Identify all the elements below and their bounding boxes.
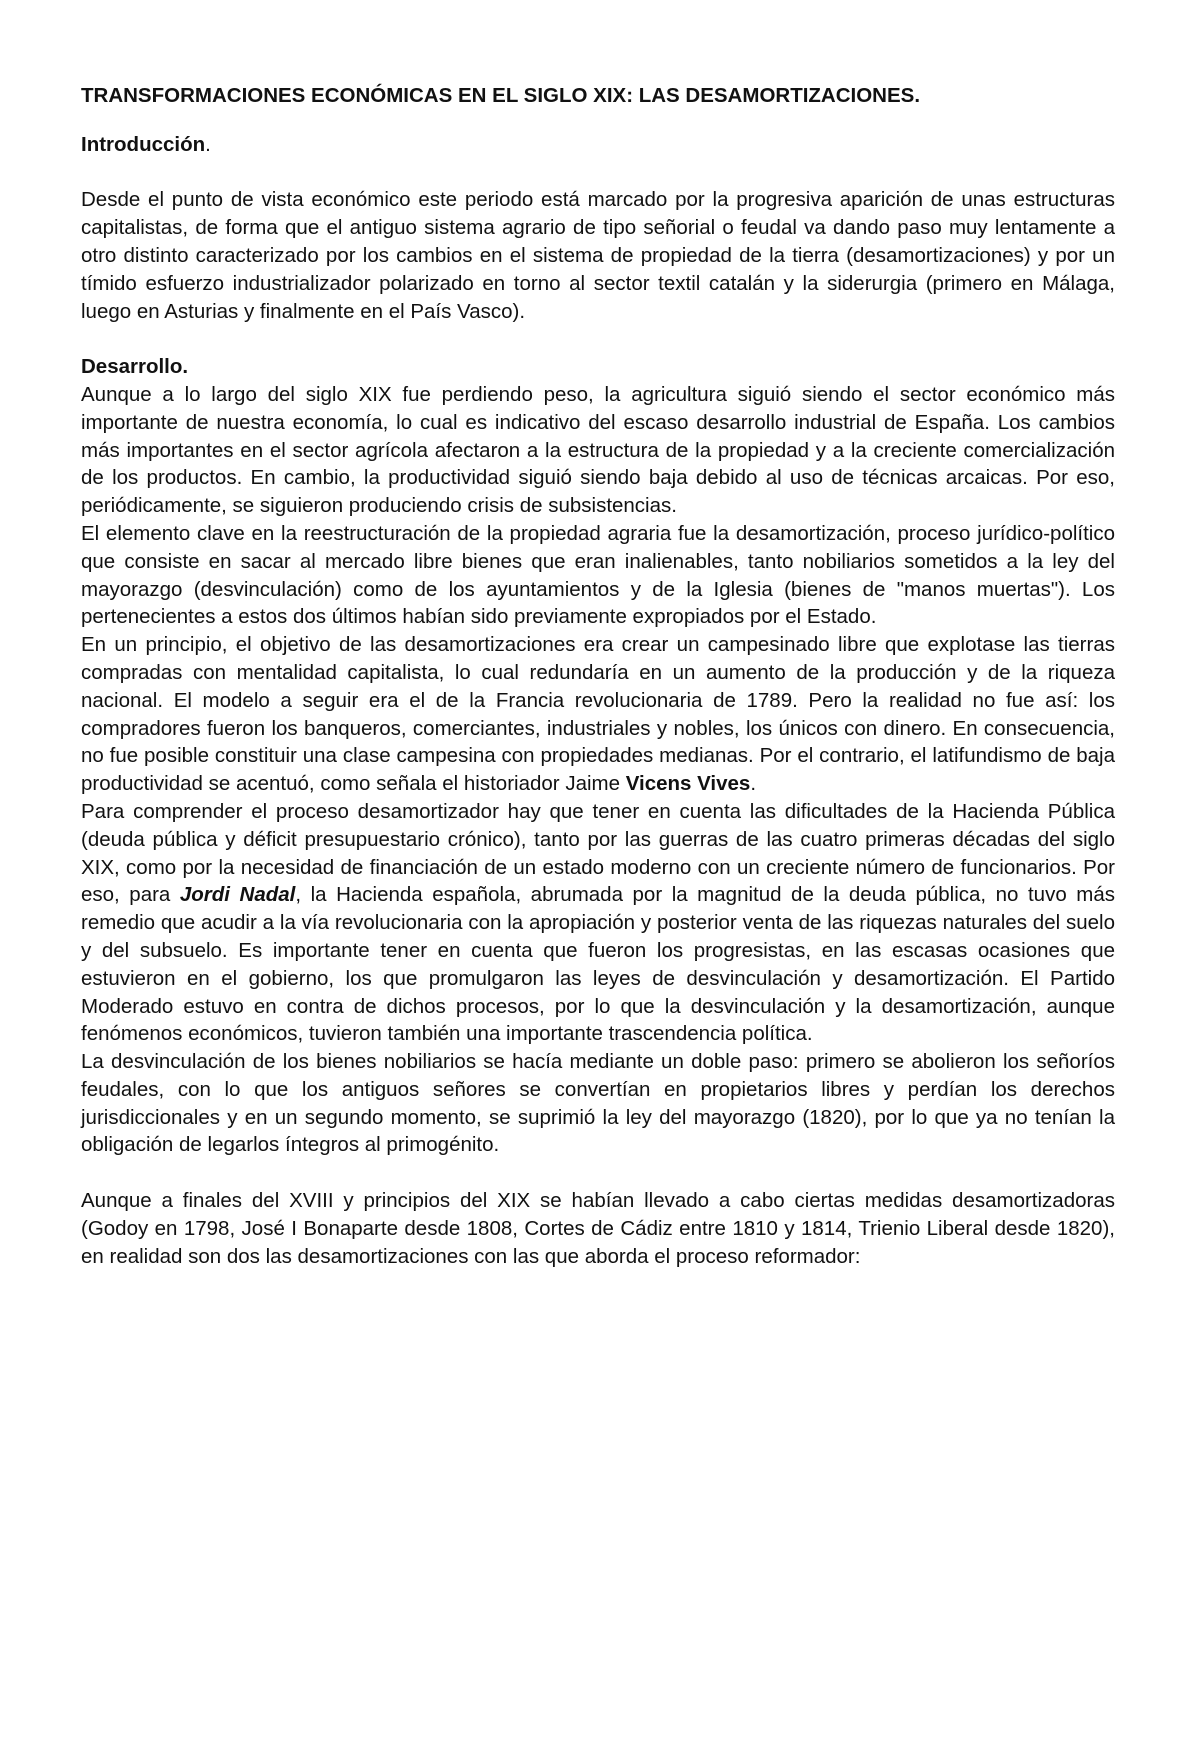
development-paragraph-2: El elemento clave en la reestructuración de la propiedad agraria fue la desamortización, proceso jurídico-político que consiste en sacar al mercado libre bienes que eran inalienables, tanto nobiliarios sometidos a la ley del mayorazgo (desvinculación) como de los ayuntamientos y de la Iglesia (bienes de "manos muertas"). Los pertenecientes a estos dos últimos habían sido previamente expropiados por el Estado. — [81, 521, 1115, 629]
intro-heading — [81, 131, 1115, 159]
paragraph-4-text-start: Para comprender el proceso desamortizador hay que tener en cuenta las dificultades de la Hacienda Pública (deuda pública y déficit presupuestario crónico), tanto por las guerras de las cuatro primeras décadas del siglo XIX, como por la necesidad de financiación de un estado moderno con un creciente número de funcionarios. Por eso, para — [81, 799, 1115, 907]
paragraph-3-end: . — [750, 772, 757, 796]
spacer — [81, 1159, 1115, 1187]
spacer — [81, 325, 1115, 353]
development-paragraph-3 — [81, 631, 1115, 798]
paragraph-3-text: En un principio, el objetivo de las desamortizaciones era crear un campesinado libre que explotase las tierras compradas con mentalidad capitalista, lo cual redundaría en un aumento de la producción y de la riqueza nacional. El modelo a seguir era el de la Francia revolucionaria de 1789. Pero la realidad no fue así: los compradores fueron los banqueros, comerciantes, industriales y nobles, los únicos con dinero. En consecuencia, no fue posible constituir una clase campesina con propiedades medianas. Por el contrario, el latifundismo de baja productividad se acentuó, como señala el historiador Jaime — [81, 633, 1115, 796]
document-page — [81, 82, 1115, 1270]
development-heading — [81, 353, 1115, 381]
spacer — [81, 159, 1115, 187]
development-paragraph-4 — [81, 798, 1115, 1048]
development-paragraph-6: Aunque a finales del XVIII y principios del XIX se habían llevado a cabo ciertas medidas desamortizadoras (Godoy en 1798, José I Bonaparte desde 1808, Cortes de Cádiz entre 1810 y 1814, Trienio Liberal desde 1820), en realidad son dos las desamortizaciones con las que aborda el proceso reformador: — [81, 1189, 1115, 1268]
development-heading-text: Desarrollo. — [81, 355, 189, 379]
paragraph-4-text-end: , la Hacienda española, abrumada por la magnitud de la deuda pública, no tuvo más remedio que acudir a la vía revolucionaria con la apropiación y posterior venta de las riquezas naturales del suelo y del subsuelo. Es importante tener en cuenta que fueron los progresistas, en las escasas ocasiones que estuvieron en el gobierno, los que promulgaron las leyes de desvinculación y desamortización. El Partido Moderado estuvo en contra de dichos procesos, por lo que la desvinculación y la desamortización, aunque fenómenos económicos, tuvieron también una importante trascendencia política. — [81, 883, 1115, 1046]
intro-heading-suffix: . — [205, 132, 211, 156]
development-paragraph-1: Aunque a lo largo del siglo XIX fue perdiendo peso, la agricultura siguió siendo el sector económico más importante de nuestra economía, lo cual es indicativo del escaso desarrollo industrial de España. Los cambios más importantes en el sector agrícola afectaron a la estructura de la propiedad y a la creciente comercialización de los productos. En cambio, la productividad siguió siendo baja debido al uso de técnicas arcaicas. Por eso, periódicamente, se siguieron produciendo crisis de subsistencias. — [81, 382, 1115, 518]
intro-paragraph: Desde el punto de vista económico este periodo está marcado por la progresiva aparición de unas estructuras capitalistas, de forma que el antiguo sistema agrario de tipo señorial o feudal va dando paso muy lentamente a otro distinto caracterizado por los cambios en el sistema de propiedad de la tierra (desamortizaciones) y por un tímido esfuerzo industrializador polarizado en torno al sector textil catalán y la siderurgia (primero en Málaga, luego en Asturias y finalmente en el País Vasco). — [81, 188, 1115, 323]
intro-heading-text: Introducción — [81, 132, 206, 156]
development-paragraph-5: La desvinculación de los bienes nobiliarios se hacía mediante un doble paso: primero se abolieron los señoríos feudales, con lo que los antiguos señores se convertían en propietarios libres y perdían los derechos jurisdiccionales y en un segundo momento, se suprimió la ley del mayorazgo (1820), por lo que ya no tenían la obligación de legarlos íntegros al primogénito. — [81, 1050, 1115, 1157]
document-title: TRANSFORMACIONES ECONÓMICAS EN EL SIGLO XIX: LAS DESAMORTIZACIONES. — [81, 84, 921, 107]
author-name-vicens-vives: Vicens Vives — [625, 772, 751, 796]
author-name-jordi-nadal: Jordi Nadal — [179, 883, 296, 907]
